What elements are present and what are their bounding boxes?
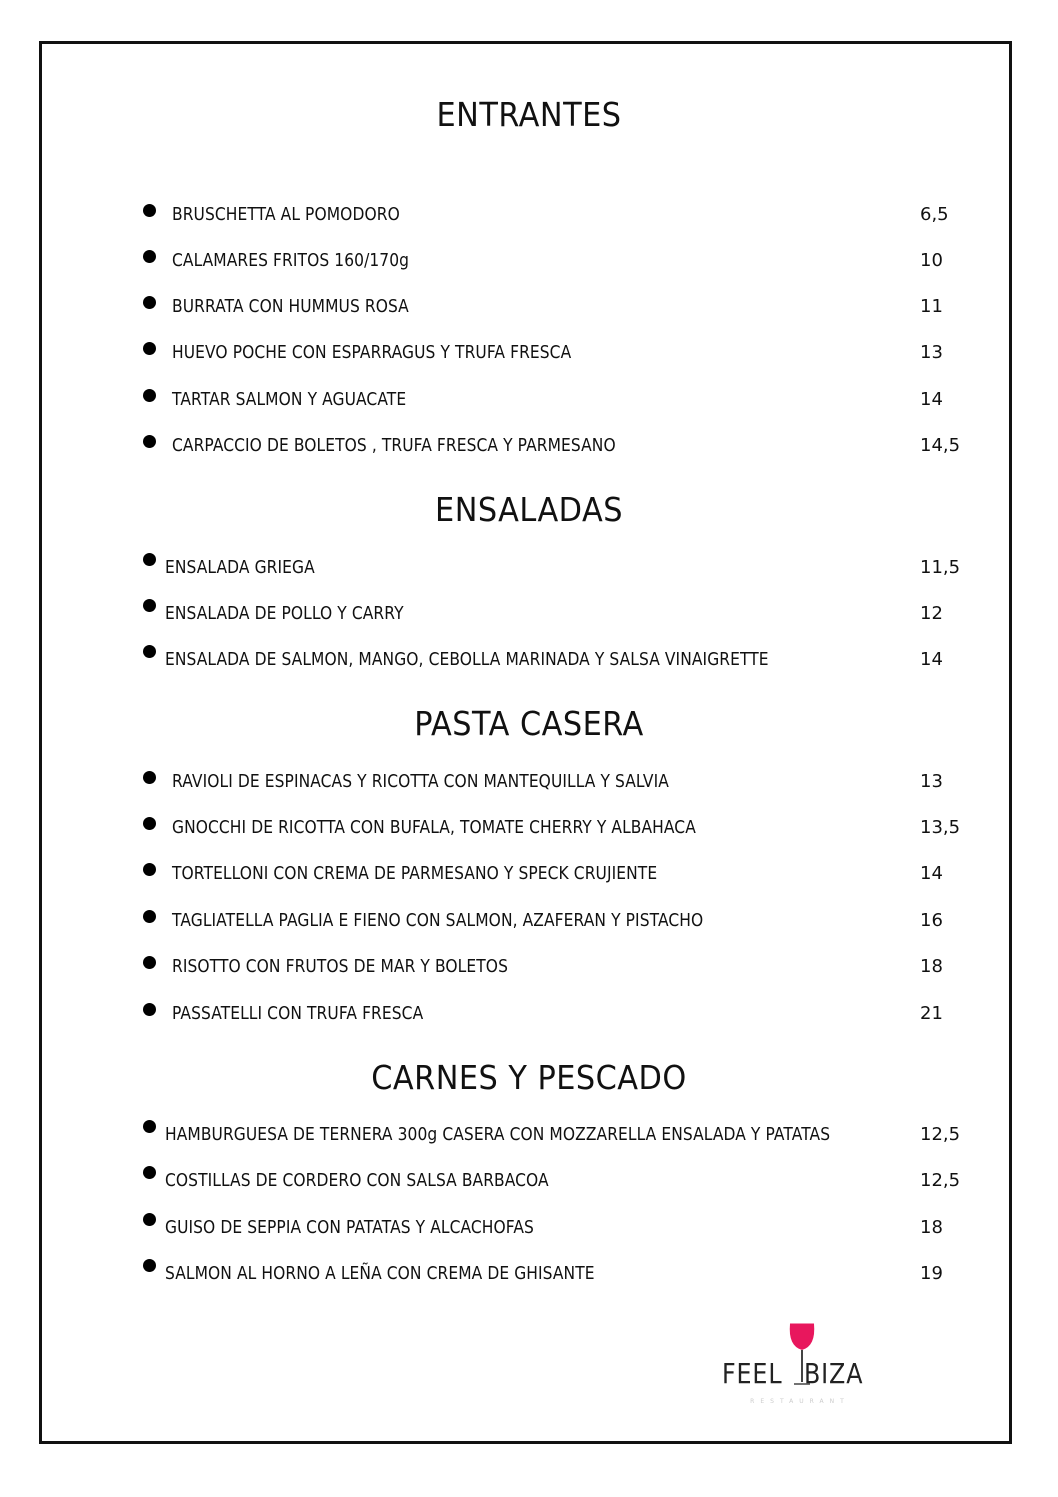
menu-item-name: SALMON AL HORNO A LEÑA CON CREMA DE GHISANTE [165, 1263, 595, 1284]
bullet-icon [143, 553, 156, 566]
menu-item-price: 6,5 [920, 204, 949, 225]
menu-item-name: ENSALADA DE SALMON, MANGO, CEBOLLA MARINADA Y SALSA VINAIGRETTE [165, 649, 769, 670]
menu-item-name: TARTAR SALMON Y AGUACATE [172, 389, 407, 410]
menu-item [0, 557, 1058, 590]
menu-item-name: PASSATELLI CON TRUFA FRESCA [172, 1003, 424, 1024]
menu-item [0, 771, 1058, 804]
bullet-icon [143, 1120, 156, 1133]
menu-item [0, 1124, 1058, 1157]
menu-item-name: TAGLIATELLA PAGLIA E FIENO CON SALMON, AZAFERAN Y PISTACHO [172, 910, 704, 931]
menu-item-name: CALAMARES FRITOS 160/170g [172, 250, 410, 271]
menu-item-name: COSTILLAS DE CORDERO CON SALSA BARBACOA [165, 1170, 549, 1191]
menu-item-price: 13 [920, 771, 943, 792]
section-title-entrantes: ENTRANTES [436, 95, 622, 134]
menu-item-name: BURRATA CON HUMMUS ROSA [172, 296, 409, 317]
menu-item-name: GUISO DE SEPPIA CON PATATAS Y ALCACHOFAS [165, 1217, 534, 1238]
menu-item [0, 910, 1058, 943]
menu-item-price: 19 [920, 1263, 943, 1284]
bullet-icon [143, 389, 156, 402]
menu-item [0, 1263, 1058, 1296]
logo-text-left: FEEL [722, 1357, 783, 1390]
bullet-icon [143, 1166, 156, 1179]
menu-item-price: 11 [920, 296, 943, 317]
section-title-ensaladas: ENSALADAS [435, 490, 623, 529]
bullet-icon [143, 1259, 156, 1272]
menu-item-name: BRUSCHETTA AL POMODORO [172, 204, 400, 225]
menu-item-price: 13,5 [920, 817, 961, 838]
menu-item [0, 296, 1058, 329]
menu-item-price: 14,5 [920, 435, 961, 456]
section-title-carnes-y-pescado: CARNES Y PESCADO [371, 1058, 687, 1097]
menu-item [0, 863, 1058, 896]
bullet-icon [143, 645, 156, 658]
menu-item [0, 342, 1058, 375]
menu-item-name: HUEVO POCHE CON ESPARRAGUS Y TRUFA FRESCA [172, 342, 572, 363]
bullet-icon [143, 1213, 156, 1226]
menu-item-price: 14 [920, 649, 943, 670]
bullet-icon [143, 817, 156, 830]
menu-item [0, 603, 1058, 636]
menu-item [0, 435, 1058, 468]
section-title-pasta-casera: PASTA CASERA [414, 704, 644, 743]
menu-item [0, 1170, 1058, 1203]
menu-item-name: RAVIOLI DE ESPINACAS Y RICOTTA CON MANTEQUILLA Y SALVIA [172, 771, 669, 792]
menu-item-price: 12,5 [920, 1170, 961, 1191]
bullet-icon [143, 863, 156, 876]
menu-item-name: TORTELLONI CON CREMA DE PARMESANO Y SPECK CRUJIENTE [172, 863, 658, 884]
bullet-icon [143, 250, 156, 263]
menu-item [0, 389, 1058, 422]
logo-text-right: BIZA [804, 1357, 864, 1390]
menu-item-price: 10 [920, 250, 943, 271]
menu-item [0, 204, 1058, 237]
bullet-icon [143, 956, 156, 969]
menu-item [0, 1217, 1058, 1250]
menu-item-price: 12,5 [920, 1124, 961, 1145]
bullet-icon [143, 771, 156, 784]
menu-item-price: 21 [920, 1003, 943, 1024]
menu-item-name: HAMBURGUESA DE TERNERA 300g CASERA CON MOZZARELLA ENSALADA Y PATATAS [165, 1124, 831, 1145]
menu-item [0, 1003, 1058, 1036]
menu-item-name: GNOCCHI DE RICOTTA CON BUFALA, TOMATE CHERRY Y ALBAHACA [172, 817, 696, 838]
menu-item-price: 14 [920, 863, 943, 884]
logo-subtitle: RESTAURANT [750, 1398, 850, 1405]
menu-item-price: 16 [920, 910, 943, 931]
menu-item [0, 817, 1058, 850]
menu-item-price: 13 [920, 342, 943, 363]
bullet-icon [143, 1003, 156, 1016]
menu-item-name: RISOTTO CON FRUTOS DE MAR Y BOLETOS [172, 956, 508, 977]
menu-item-name: ENSALADA DE POLLO Y CARRY [165, 603, 404, 624]
bullet-icon [143, 910, 156, 923]
menu-item-price: 12 [920, 603, 943, 624]
menu-item [0, 649, 1058, 682]
bullet-icon [143, 599, 156, 612]
menu-item-price: 18 [920, 956, 943, 977]
menu-item-price: 11,5 [920, 557, 961, 578]
restaurant-logo [720, 1320, 880, 1410]
menu-item-name: CARPACCIO DE BOLETOS , TRUFA FRESCA Y PARMESANO [172, 435, 616, 456]
menu-item [0, 250, 1058, 283]
bullet-icon [143, 342, 156, 355]
menu-item-price: 14 [920, 389, 943, 410]
bullet-icon [143, 296, 156, 309]
menu-item-name: ENSALADA GRIEGA [165, 557, 315, 578]
bullet-icon [143, 204, 156, 217]
menu-item-price: 18 [920, 1217, 943, 1238]
bullet-icon [143, 435, 156, 448]
menu-item [0, 956, 1058, 989]
